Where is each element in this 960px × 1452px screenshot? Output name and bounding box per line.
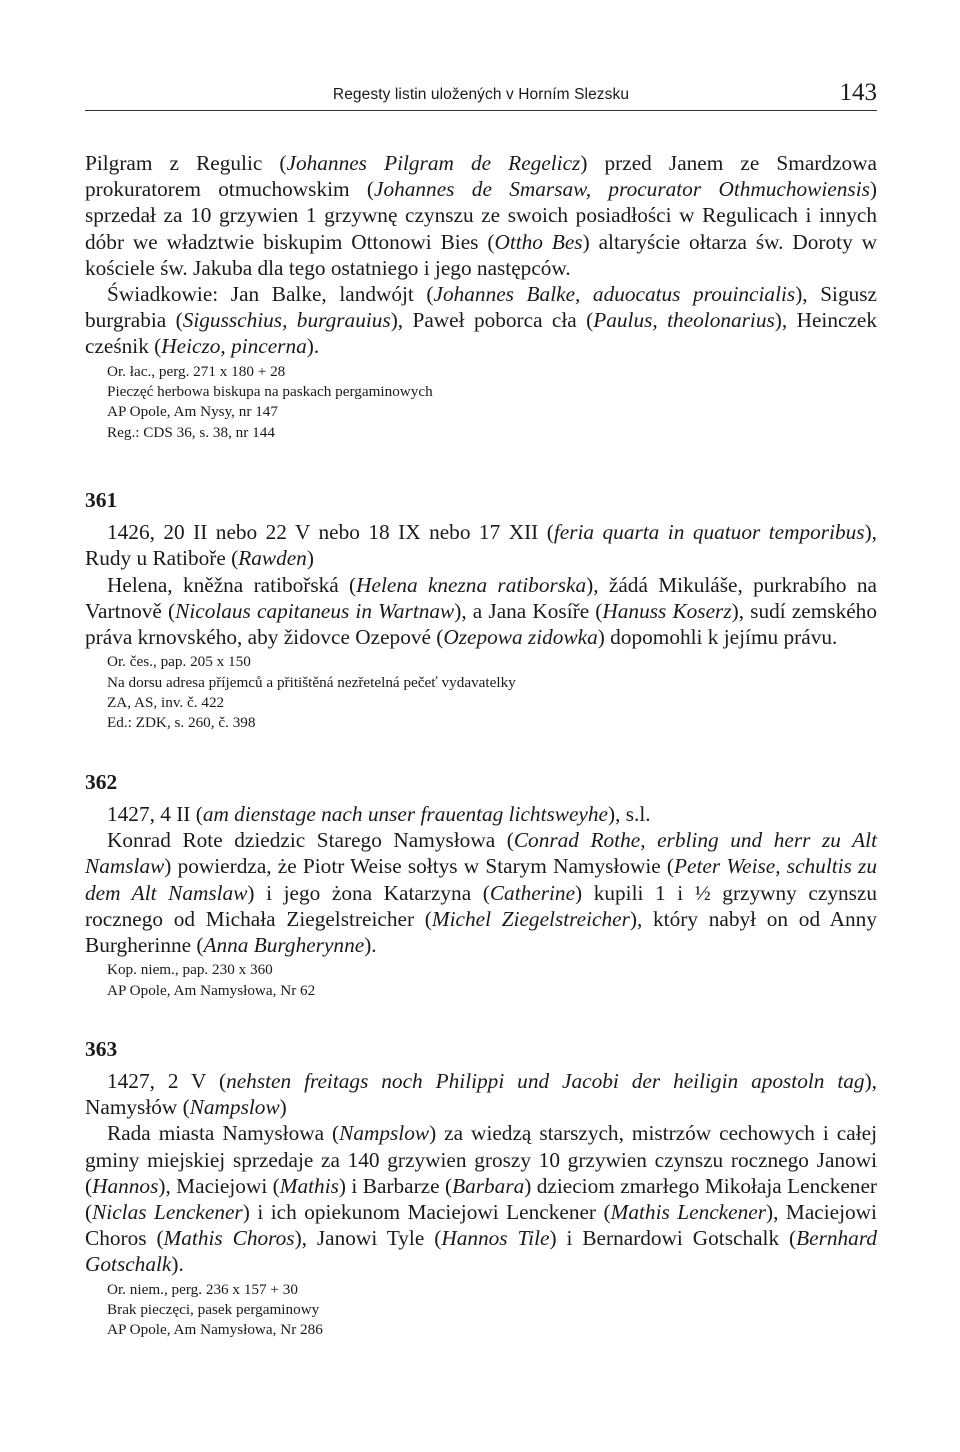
note-archive: AP Opole, Am Namysłowa, Nr 62 (107, 981, 316, 999)
note-edition: Ed.: ZDK, s. 260, č. 398 (107, 714, 256, 732)
note-original: Or. niem., perg. 236 x 157 + 30 (107, 1280, 298, 1298)
note-archive: AP Opole, Am Namysłowa, Nr 286 (107, 1321, 323, 1339)
entry-number: 363 (85, 1036, 118, 1061)
entry-362 (85, 769, 877, 1001)
note-seal: Pieczęć herbowa biskupa na paskach pergaminowych (107, 383, 433, 401)
entry-date-place: 1426, 20 II nebo 22 V nebo 18 IX nebo 17 XII (feria quarta in quatuor temporibus), Rudy u Ratiboře (Rawden) (85, 520, 877, 571)
archival-notes (85, 960, 877, 1001)
entry-number: 362 (85, 769, 118, 794)
note-dorsal: Na dorsu adresa příjemců a přitištěná nezřetelná pečeť vydavatelky (107, 673, 516, 691)
regest-text: Konrad Rote dziedzic Starego Namysłowa (Conrad Rothe, erbling und herr zu Alt Namslaw) powierdza, że Piotr Weise sołtys w Starym Namysłowie (Peter Weise, schultis zu dem Alt Namslaw) i jego żona Katarzyna (Catherine) kupili 1 i ½ grzywny czynszu rocznego od Michała Ziegelstreicher (Michel Ziegelstreicher), który nabył on od Anny Burgherinne (Anna Burgherynne). (85, 828, 877, 957)
note-seal: Brak pieczęci, pasek pergaminowy (107, 1300, 320, 1318)
entry-number: 361 (85, 488, 118, 513)
document-page (85, 70, 877, 1341)
header-rule (85, 110, 877, 111)
note-archive: AP Opole, Am Nysy, nr 147 (107, 403, 278, 421)
page-number: 143 (839, 79, 877, 106)
archival-notes (85, 362, 877, 444)
entry-date-place: 1427, 2 V (nehsten freitags noch Philippi und Jacobi der heiligin apostoln tag), Namysłów (Nampslow) (85, 1068, 877, 1120)
entry-360-continuation (85, 150, 877, 443)
note-original: Or. čes., pap. 205 x 150 (107, 653, 251, 671)
witnesses-text: Świadkowie: Jan Balke, landwójt (Johannes Balke, aduocatus prouincialis), Sigusz burgrabia (Sigusschius, burgrauius), Paweł poborca cła (Paulus, theolonarius), Heinczek cześnik (Heiczo, pincerna). (85, 282, 877, 359)
regest-text: Pilgram z Regulic (Johannes Pilgram de Regelicz) przed Janem ze Smardzowa prokuratorem otmuchowskim (Johannes de Smarsaw, procurator Othmuchowiensis) sprzedał za 10 grzywien 1 grzywnę czynszu ze swoich posiadłości w Regulicach i innych dóbr we władztwie biskupim Ottonowi Bies (Ottho Bes) altaryście ołtarza św. Doroty w kościele św. Jakuba dla tego ostatniego i jego następców. (85, 151, 877, 280)
archival-notes (85, 1280, 877, 1341)
note-archive: ZA, AS, inv. č. 422 (107, 694, 225, 712)
note-copy: Kop. niem., pap. 230 x 360 (107, 961, 273, 979)
running-header (85, 70, 877, 116)
archival-notes (85, 652, 877, 734)
running-title: Regesty listin uložených v Horním Slezsku (332, 86, 630, 103)
regest-text: Helena, kněžna ratibořská (Helena knezna ratiborska), žádá Mikuláše, purkrabího na Vartnově (Nicolaus capitaneus in Wartnaw), a Jana Kosíře (Hanuss Koserz), sudí zemského práva krnovského, aby židovce Ozepové (Ozepowa zidowka) dopomohli k jejímu právu. (85, 572, 877, 650)
entry-date-place: 1427, 4 II (am dienstage nach unser frauentag lichtsweyhe), s.l. (107, 801, 651, 826)
entry-361 (85, 487, 877, 734)
entry-363 (85, 1036, 877, 1341)
note-reference: Reg.: CDS 36, s. 38, nr 144 (107, 423, 275, 441)
regest-text: Rada miasta Namysłowa (Nampslow) za wiedzą starszych, mistrzów cechowych i całej gminy miejskiej sprzedaje za 140 grzywien groszy 10 grzywien czynszu rocznego Janowi (Hannos), Maciejowi (Mathis) i Barbarze (Barbara) dzieciom zmarłego Mikołaja Lenckener (Niclas Lenckener) i ich opiekunom Maciejowi Lenckener (Mathis Lenckener), Maciejowi Choros (Mathis Choros), Janowi Tyle (Hannos Tile) i Bernardowi Gotschalk (Bernhard Gotschalk). (85, 1121, 877, 1277)
note-original: Or. łac., perg. 271 x 180 + 28 (107, 362, 286, 380)
